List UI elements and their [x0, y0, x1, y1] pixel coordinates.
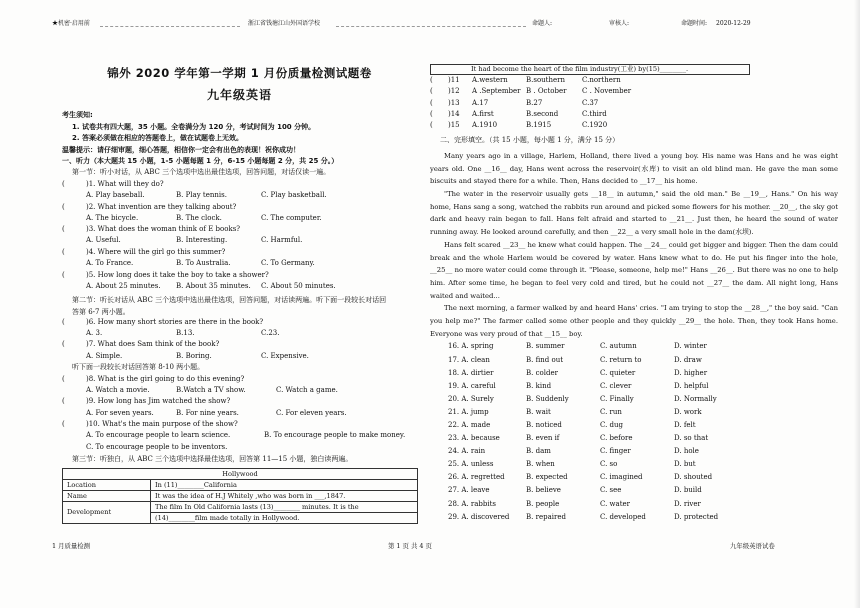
option-b: B . October	[526, 87, 567, 96]
cloze-option-row	[430, 434, 838, 447]
cloze-option: 22. A. made	[448, 420, 491, 429]
option-a: A. 3.	[86, 328, 103, 337]
question-options	[62, 282, 417, 294]
cloze-option-row	[430, 342, 838, 355]
option-c: C. About 50 minutes.	[261, 282, 336, 291]
scan-edge	[854, 0, 860, 608]
cloze-option: D. Normally	[674, 394, 717, 403]
cloze-option: B. Suddenly	[526, 394, 569, 403]
cloze-option: C. autumn	[600, 342, 637, 351]
page-number: 第 1 页 共 4 页	[388, 542, 432, 550]
cloze-option: 26. A. regretted	[448, 473, 505, 482]
cloze-option: B. people	[526, 499, 560, 508]
questions-6-7	[62, 318, 417, 364]
cloze-option: 29. A. discovered	[448, 512, 510, 521]
footer-left: 1 月质量检测	[52, 542, 91, 550]
cloze-option: B. wait	[526, 407, 551, 416]
option-a: A. About 25 minutes.	[86, 282, 161, 291]
listening-question	[430, 121, 838, 132]
cloze-option: C. return to	[600, 355, 642, 364]
option-c: C . November	[582, 87, 632, 96]
exam-title: 锦外 2020 学年第一学期 1 月份质量检测试题卷	[107, 66, 372, 80]
author-label: 命题人:	[532, 20, 553, 27]
cloze-option: B. believe	[526, 486, 561, 495]
part2-line-a: 第二节：听长对话从 ABC 三个选项中选出最佳选项，回答问题，对话读两遍。听下面一段较长对话回	[72, 295, 387, 304]
listening-question	[62, 225, 417, 236]
option-a: A. To France.	[86, 259, 134, 268]
cloze-option-row	[430, 460, 838, 473]
answer-paren: (	[430, 98, 433, 107]
cloze-option: C. clever	[600, 381, 632, 390]
option-a: A. Simple.	[86, 351, 123, 360]
cloze-option: 21. A. jump	[448, 407, 489, 416]
option-a: A. Play baseball.	[86, 190, 145, 199]
cloze-option: D. build	[674, 486, 702, 495]
question-options	[62, 409, 417, 421]
option-c: C. For eleven years.	[276, 408, 347, 417]
option-b: B. For nine years.	[176, 408, 239, 417]
cloze-option-row	[430, 382, 838, 395]
cloze-option: 24. A. rain	[448, 447, 486, 456]
option-b: B.13.	[176, 328, 195, 337]
questions-8-10	[62, 375, 417, 455]
cloze-option: 19. A. careful	[448, 381, 496, 390]
cloze-option: D. winter	[674, 342, 707, 351]
cloze-option: D. river	[674, 499, 701, 508]
cloze-option-row	[430, 395, 838, 408]
listening-question	[62, 340, 417, 351]
cloze-option: B. find out	[526, 355, 564, 364]
listening-heading: 一、听力（本大题共 15 小题，1-5 小题每题 1 分，6-15 小题每题 2 分，共 25 分。）	[62, 156, 339, 165]
listening-question	[62, 248, 417, 259]
listening-question	[62, 318, 417, 329]
question-stem: )4. Where will the girl go this summer?	[86, 248, 226, 257]
cloze-option: C. run	[600, 407, 622, 416]
cloze-paragraph-2: "The water in the reservoir usually gets __18__ in autumn," said the old man." Be __19__, Hans." On his way home, Hans sang a song, watched the rabbits run around and picked some flowers for his mother. __20__, the sky got dark and heavy rain began to fall. Hans felt afraid and started to __21__. Just then, he heard the sound of water running away. He looked around carefully, and then __22__ a very small hole in the dam(水坝).	[430, 189, 838, 237]
note-item-2: 2. 答案必须做在相应的答题卷上，做在试题卷上无效。	[72, 134, 243, 143]
cloze-option: 17. A. clean	[448, 355, 490, 364]
part2-line-b: 答第 6-7 两小题。	[72, 307, 130, 316]
cloze-option: D. work	[674, 407, 702, 416]
listening-question	[62, 203, 417, 214]
cloze-option: D. felt	[674, 420, 696, 429]
option-a: A. To encourage people to learn science.	[86, 431, 231, 440]
question-options	[62, 329, 417, 341]
question-number: )13	[448, 98, 460, 107]
answer-paren: (	[430, 121, 433, 130]
questions-11-15	[430, 76, 838, 132]
cloze-option: D. shouted	[674, 473, 713, 482]
answer-paren: (	[62, 202, 65, 211]
answer-paren: (	[62, 225, 65, 234]
question-number: )11	[448, 76, 460, 84]
option-b: B. To encourage people to make money.	[264, 431, 406, 440]
exam-date: 2020-12-29	[716, 20, 751, 27]
cloze-option: 23. A. because	[448, 434, 500, 443]
listening-part3: 第三节：听独白，从 ABC 三个选项中选择最佳选项，回答第 11—15 小题，独白读两遍。	[72, 454, 353, 463]
table-caption: Hollywood	[63, 468, 418, 479]
option-a: A. Useful.	[86, 236, 121, 245]
option-a: A. The bicycle.	[86, 213, 139, 222]
answer-paren: (	[62, 340, 65, 349]
option-a: A. Watch a movie.	[86, 385, 150, 394]
cloze-option-row	[430, 513, 838, 526]
question-stem: )7. What does Sam think of the book?	[86, 340, 220, 349]
cloze-option-row	[430, 473, 838, 486]
listening-question	[62, 420, 417, 431]
listening-part2	[62, 294, 417, 318]
option-c: C. To encourage people to be inventors.	[86, 442, 228, 451]
option-a: A.western	[472, 76, 508, 84]
question-number: )12	[448, 87, 460, 96]
option-b: B. Play tennis.	[176, 190, 227, 199]
question-options	[62, 431, 417, 443]
answer-paren: (	[62, 420, 65, 429]
option-c: C. Expensive.	[261, 351, 309, 360]
cloze-paragraph-1: Many years ago in a village, Harlem, Holland, there lived a young boy. His name was Hans and he was eight years old. One __16__ day, Hans went across the reservoir(水库) to visit an old blind man. He gave the man some biscuits and stayed there for a while. Then, Hans decided to __17__ his home.	[430, 151, 838, 186]
answer-paren: (	[430, 87, 433, 96]
table-row	[63, 490, 418, 501]
option-b: B. Boring.	[176, 351, 212, 360]
option-c: C. Harmful.	[261, 236, 303, 245]
option-a: A. For seven years.	[86, 408, 154, 417]
cloze-option: B. dam	[526, 447, 551, 456]
cloze-option: 28. A. rabbits	[448, 499, 496, 508]
cloze-option: D. draw	[674, 355, 702, 364]
option-c: C.37	[582, 98, 599, 107]
answer-paren: (	[62, 397, 65, 406]
cloze-option: 16. A. spring	[448, 342, 494, 351]
header-rule-left	[100, 26, 240, 27]
exam-subject: 九年级英语	[206, 88, 272, 103]
cloze-option: D. helpful	[674, 381, 709, 390]
option-c: C. Play basketball.	[261, 190, 327, 199]
cloze-option: D. protected	[674, 512, 719, 521]
cloze-option: B. kind	[526, 381, 552, 390]
cloze-option: C. water	[600, 499, 631, 508]
option-b: B.1915	[526, 121, 552, 130]
cloze-option-row	[430, 408, 838, 421]
answer-paren: (	[430, 76, 433, 84]
question-options	[62, 352, 417, 364]
notes-heading: 考生须知:	[62, 111, 93, 120]
question-options	[62, 443, 417, 455]
left-column	[62, 66, 417, 524]
option-b: B. The clock.	[176, 213, 222, 222]
table-row	[63, 479, 418, 490]
listening-question	[430, 99, 838, 110]
option-b: B.Watch a TV show.	[176, 385, 246, 394]
cloze-option: C. quieter	[600, 368, 636, 377]
answer-paren: (	[62, 179, 65, 188]
listening-question	[430, 76, 838, 87]
cloze-option: C. developed	[600, 512, 646, 521]
option-b: B. To Australia.	[176, 259, 231, 268]
option-b: B. Interesting.	[176, 236, 228, 245]
option-a: A.first	[472, 109, 494, 118]
questions-1-5	[62, 180, 417, 294]
option-c: C.northern	[582, 76, 621, 84]
answer-paren: (	[62, 248, 65, 257]
cloze-option-row	[430, 421, 838, 434]
cloze-option: B. colder	[526, 368, 558, 377]
question-stem: )6. How many short stories are there in the book?	[86, 317, 264, 326]
listening-question	[62, 375, 417, 386]
option-c: C. Watch a game.	[276, 385, 338, 394]
question-options	[62, 259, 417, 271]
cloze-option: 18. A. dirtier	[448, 368, 494, 377]
option-a: A .September	[472, 87, 521, 96]
question-stem: )8. What is the girl going to do this evening?	[86, 374, 245, 383]
school-name: 浙江省钱塘江山外国语学校	[248, 20, 321, 27]
question-stem: )2. What invention are they talking about?	[86, 202, 237, 211]
question-options	[62, 191, 417, 203]
listening-part1: 第一节：听小对话，从 ABC 三个选项中选出最佳选项，回答问题，对话仅读一遍。	[72, 168, 331, 177]
cloze-option: C. before	[600, 434, 633, 443]
listening-question	[62, 271, 417, 282]
cloze-option: C. so	[600, 460, 618, 469]
cloze-option: D. so that	[674, 434, 709, 443]
cloze-option: D. hole	[674, 447, 699, 456]
cloze-option: B. noticed	[526, 420, 562, 429]
option-c: C. The computer.	[261, 213, 322, 222]
listening-question	[430, 87, 838, 98]
cloze-option-row	[430, 500, 838, 513]
cloze-paragraph-3: Hans felt scared __23__ he knew what could happen. The __24__ could get bigger and bigger. Then the dam could break and the whole Harlem would be covered by water. Hans knew what to do. He put his finger into the hole, __25__ no more water could come through it. "Please, someone, help me!" Hans __26__. But there was no one to help him. After some time, he began to feel very cold and tired, but he could not __27__ the dam. All night long, Hans waited and waited...	[430, 240, 838, 300]
table-cell: Development	[63, 501, 151, 523]
table-cell: Name	[63, 490, 151, 501]
listening-question	[62, 397, 417, 408]
cloze-option: C. imagined	[600, 473, 643, 482]
cloze-option: B. even if	[526, 434, 560, 443]
question-stem: )9. How long has Jim watched the show?	[86, 397, 231, 406]
cloze-option: B. when	[526, 460, 555, 469]
cloze-option: B. expected	[526, 473, 568, 482]
option-c: C. To Germany.	[261, 259, 315, 268]
cloze-option: B. summer	[526, 342, 565, 351]
option-b: B.southern	[526, 76, 566, 84]
right-column	[430, 65, 838, 526]
table-cell: In (11)________California	[151, 479, 418, 490]
date-label: 命题时间:	[681, 20, 708, 27]
secret-label: ★机密·启用前	[52, 20, 90, 27]
cloze-option-row	[430, 356, 838, 369]
table-cell: Location	[63, 479, 151, 490]
option-b: B.second	[526, 109, 559, 118]
question-number: )15	[448, 121, 460, 130]
table-extra-row: It had become the heart of the film industry(工业) by(15)________.	[430, 64, 750, 75]
answer-paren: (	[430, 109, 433, 118]
question-options	[62, 386, 417, 398]
warm-tip: 温馨提示：请仔细审题，细心答题，相信你一定会有出色的表现！祝你成功！	[62, 145, 300, 154]
option-b: B. About 35 minutes.	[176, 282, 251, 291]
question-options	[62, 214, 417, 226]
option-b: B.27	[526, 98, 543, 107]
option-a: A.1910	[472, 121, 498, 130]
cloze-options	[430, 342, 838, 525]
question-stem: )5. How long does it take the boy to take a shower?	[86, 270, 269, 279]
answer-paren: (	[62, 317, 65, 326]
cloze-option: D. but	[674, 460, 696, 469]
question-stem: )10. What's the main purpose of the show?	[86, 420, 238, 429]
cloze-option: C. Finally	[600, 394, 634, 403]
hollywood-table	[62, 468, 418, 524]
cloze-heading: 二、完形填空。（共 15 小题，每小题 1 分，满分 15 分）	[440, 136, 620, 145]
cloze-option: 27. A. leave	[448, 486, 490, 495]
header-rule-mid	[336, 26, 526, 27]
cloze-paragraph-4: The next morning, a farmer walked by and heard Hans' cries. "I am trying to stop the __28__," the boy said. "Can you help me?" The farmer called some other people and they quickly __29__ the hole. Then, they took Hans home. Everyone was very proud of that __15__ boy.	[430, 304, 838, 338]
option-c: C.1920	[582, 121, 608, 130]
option-a: A.17	[472, 98, 489, 107]
option-c: C.third	[582, 109, 607, 118]
cloze-option-row	[430, 369, 838, 382]
question-stem: )1. What will they do?	[86, 179, 164, 188]
table-cell: (14)________film made totally in Hollywood.	[151, 512, 418, 523]
cloze-option: 20. A. Surely	[448, 394, 494, 403]
question-stem: )3. What does the woman think of E books?	[86, 225, 241, 234]
cloze-option-row	[430, 447, 838, 460]
cloze-option: D. higher	[674, 368, 708, 377]
cloze-option: C. dug	[600, 420, 624, 429]
cloze-option: C. see	[600, 486, 622, 495]
cloze-option: B. repaired	[526, 512, 566, 521]
question-number: )14	[448, 109, 460, 118]
table-cell: It was the idea of H.J Whitely ,who was born in ___,1847.	[151, 490, 418, 501]
cloze-option-row	[430, 486, 838, 499]
note-item-1: 1. 试卷共有四大题，35 小题。全卷满分为 120 分，考试时间为 100 分钟。	[72, 122, 316, 131]
footer-right: 九年级英语试卷	[730, 542, 775, 550]
cloze-option: C. finger	[600, 447, 631, 456]
table-cell: The film In Old California lasts (13)________ minutes. It is the	[151, 501, 418, 512]
answer-paren: (	[62, 374, 65, 383]
listening-question	[430, 110, 838, 121]
reviewer-label: 审核人:	[609, 20, 630, 27]
listening-question	[62, 180, 417, 191]
cloze-option: 25. A. unless	[448, 460, 494, 469]
option-c: C.23.	[261, 328, 280, 337]
answer-paren: (	[62, 270, 65, 279]
question-options	[62, 236, 417, 248]
table-row	[63, 501, 418, 512]
listening-part2c: 听下面一段较长对话回答第 8-10 两小题。	[72, 363, 205, 372]
